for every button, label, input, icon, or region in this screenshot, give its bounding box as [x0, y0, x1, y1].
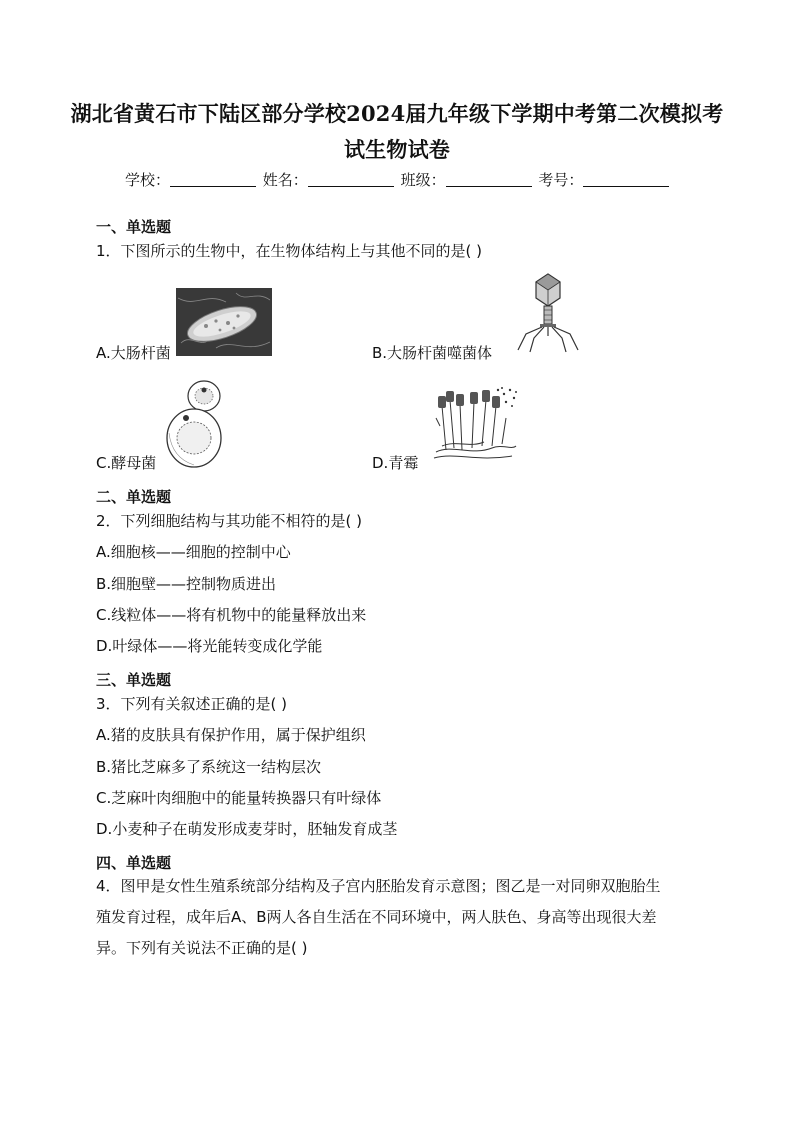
q4-line-3: 异。下列有关说法不正确的是( ) [96, 939, 308, 957]
section-heading-1: 一、单选题 [96, 218, 172, 236]
section-heading-3: 三、单选题 [96, 671, 172, 689]
number-label: 考号： [538, 171, 584, 189]
q1-option-d: D.青霉 [372, 454, 419, 472]
student-info-line [125, 169, 671, 190]
question-4-stem [96, 871, 700, 964]
q1-option-a: A.大肠杆菌 [96, 344, 171, 362]
q2-option-d: D.叶绿体——将光能转变成化学能 [96, 637, 323, 655]
name-label: 姓名： [262, 171, 308, 189]
question-2-stem: 2．下列细胞结构与其功能不相符的是( ) [96, 512, 363, 530]
q4-line-1: 4．图甲是女性生殖系统部分结构及子宫内胚胎发育示意图；图乙是一对同卵双胞胎生 [96, 877, 661, 895]
q2-option-a: A.细胞核——细胞的控制中心 [96, 543, 291, 561]
q3-option-a: A.猪的皮肤具有保护作用，属于保护组织 [96, 726, 366, 744]
class-blank[interactable] [446, 172, 532, 187]
penicillium-image [432, 386, 518, 470]
q2-option-b: B.细胞壁——控制物质进出 [96, 575, 277, 593]
q1-option-b: B.大肠杆菌噬菌体 [372, 344, 493, 362]
school-label: 学校： [125, 171, 171, 189]
exam-title [60, 96, 734, 168]
section-heading-4: 四、单选题 [96, 854, 172, 872]
title-line-1: 湖北省黄石市下陆区部分学校2024届九年级下学期中考第二次模拟考 [70, 101, 724, 126]
q4-line-2: 殖发育过程，成年后A、B两人各自生活在不同环境中，两人肤色、身高等出现很大差 [96, 908, 657, 926]
school-blank[interactable] [170, 172, 256, 187]
ecoli-image [176, 288, 272, 360]
q1-option-c: C.酵母菌 [96, 454, 157, 472]
number-blank[interactable] [583, 172, 669, 187]
bacteriophage-image [512, 270, 584, 358]
q3-option-b: B.猪比芝麻多了系统这一结构层次 [96, 758, 322, 776]
section-heading-2: 二、单选题 [96, 488, 172, 506]
name-blank[interactable] [308, 172, 394, 187]
question-1-stem: 1．下图所示的生物中，在生物体结构上与其他不同的是( ) [96, 242, 483, 260]
q3-option-d: D.小麦种子在萌发形成麦芽时，胚轴发育成茎 [96, 820, 398, 838]
class-label: 班级： [400, 171, 446, 189]
title-line-2: 试生物试卷 [344, 137, 450, 162]
question-3-stem: 3．下列有关叙述正确的是( ) [96, 695, 288, 713]
q2-option-c: C.线粒体——将有机物中的能量释放出来 [96, 606, 367, 624]
yeast-image [164, 378, 226, 474]
q3-option-c: C.芝麻叶肉细胞中的能量转换器只有叶绿体 [96, 789, 382, 807]
